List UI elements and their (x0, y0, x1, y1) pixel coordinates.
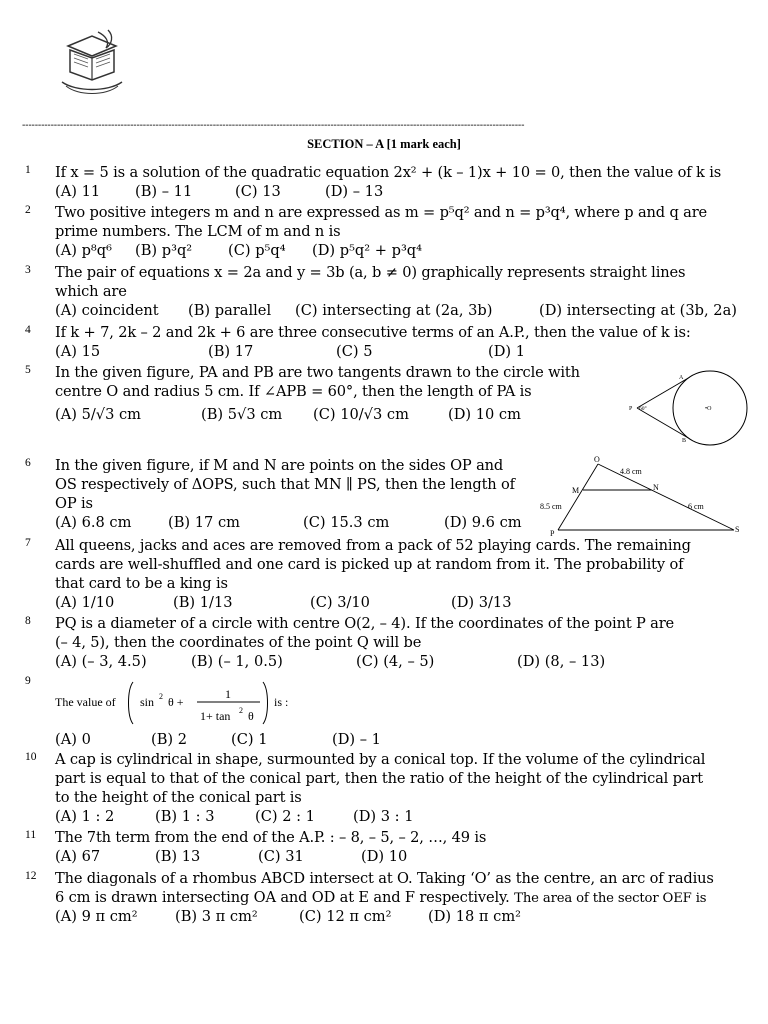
option-c: (C) 12 π cm² (299, 908, 392, 925)
question-text: A cap is cylindrical in shape, surmounted by a conical top. If the volume of the cylindrical (55, 751, 706, 768)
option-b: (B) 17 cm (168, 514, 240, 531)
option-c: (C) 2 : 1 (255, 808, 315, 825)
option-a: (A) coincident (55, 302, 159, 319)
option-a: (A) 11 (55, 183, 101, 200)
question-text: If k + 7, 2k – 2 and 2k + 6 are three consecutive terms of an A.P., then the value of k is: (55, 324, 691, 341)
question-number: 12 (25, 870, 37, 882)
option-d: (D) 10 cm (448, 406, 521, 423)
option-b: (B) 1 : 3 (155, 808, 215, 825)
trig-expression (55, 676, 300, 728)
option-a: (A) 1/10 (55, 594, 115, 611)
question-number: 7 (25, 537, 31, 549)
option-c: (C) 31 (258, 848, 304, 865)
question-text: In the given figure, PA and PB are two tangents drawn to the circle with (55, 364, 580, 381)
option-b: (B) 2 (151, 731, 188, 748)
question-number: 2 (25, 204, 31, 216)
option-d: (D) – 13 (325, 183, 384, 200)
question-text-line: 6 cm is drawn intersecting OA and OD at E and F respectively. (55, 889, 510, 906)
question-text: cards are well-shuffled and one card is picked up at random from it. The probability of (55, 556, 684, 573)
question-text: Two positive integers m and n are expressed as m = p⁵q² and n = p³q⁴, where p and q are (55, 204, 708, 221)
option-d: (D) 18 π cm² (428, 908, 522, 925)
option-a: (A) 9 π cm² (55, 908, 138, 925)
option-a: (A) 0 (55, 731, 91, 748)
option-d: (D) – 1 (332, 731, 381, 748)
question-text: part is equal to that of the conical part, then the ratio of the height of the cylindrical part (55, 770, 703, 787)
option-b: (B) 13 (155, 848, 201, 865)
question-text: The pair of equations x = 2a and y = 3b (a, b ≠ 0) graphically represents straight lines (55, 264, 686, 281)
option-b: (B) – 11 (135, 183, 193, 200)
option-d: (D) intersecting at (3b, 2a) (539, 302, 737, 319)
label-p: P (629, 406, 633, 412)
option-a: (A) 5/√3 cm (55, 406, 142, 423)
question-text (55, 888, 706, 909)
question-number: 10 (25, 751, 37, 763)
label-o: •O (705, 406, 712, 412)
option-c: (C) 3/10 (310, 594, 370, 611)
option-a: (A) 15 (55, 343, 101, 360)
question-number: 3 (25, 264, 31, 276)
label-o: O (594, 455, 600, 464)
school-crest-logo-icon (54, 26, 130, 100)
question-text: to the height of the conical part is (55, 789, 302, 806)
option-a: (A) 6.8 cm (55, 514, 132, 531)
option-d: (D) (8, – 13) (517, 653, 606, 670)
option-c: (C) (4, – 5) (356, 653, 435, 670)
question-number: 8 (25, 615, 31, 627)
expr-den-exp: 2 (239, 706, 243, 715)
expr-den-theta: θ (248, 709, 254, 723)
label-s: S (735, 525, 740, 534)
label-m: M (572, 486, 580, 495)
tangent-circle-figure (622, 366, 752, 448)
option-d: (D) p⁵q² + p³q⁴ (312, 242, 423, 259)
question-text: PQ is a diameter of a circle with centre O(2, – 4). If the coordinates of the point P are (55, 615, 675, 632)
label-p: P (550, 529, 555, 538)
option-d: (D) 10 (361, 848, 408, 865)
option-a: (A) (– 3, 4.5) (55, 653, 147, 670)
option-c: (C) 13 (235, 183, 281, 200)
expr-numerator: 1 (225, 687, 231, 701)
label-ns: 6 cm (688, 502, 704, 511)
option-c: (C) p⁵q⁴ (228, 242, 286, 259)
option-b: (B) (– 1, 0.5) (191, 653, 283, 670)
option-c: (C) 15.3 cm (303, 514, 390, 531)
option-c: (C) 1 (231, 731, 268, 748)
option-c: (C) intersecting at (2a, 3b) (295, 302, 493, 319)
expr-sin-exp: 2 (159, 692, 163, 701)
label-angle: 60° (639, 406, 647, 412)
label-b: B (682, 438, 687, 444)
expr-suffix: is : (274, 695, 289, 709)
option-b: (B) 17 (208, 343, 254, 360)
option-c: (C) 10/√3 cm (313, 406, 409, 423)
question-text: centre O and radius 5 cm. If ∠APB = 60°, then the length of PA is (55, 383, 532, 400)
question-text: In the given figure, if M and N are points on the sides OP and (55, 457, 504, 474)
option-b: (B) 3 π cm² (175, 908, 258, 925)
question-text: (– 4, 5), then the coordinates of the point Q will be (55, 634, 422, 651)
option-a: (A) p⁸q⁶ (55, 242, 112, 259)
option-d: (D) 1 (488, 343, 526, 360)
question-text: All queens, jacks and aces are removed from a pack of 52 playing cards. The remaining (55, 537, 691, 554)
question-number: 4 (25, 324, 31, 336)
option-c: (C) 5 (336, 343, 373, 360)
question-text: OS respectively of ΔOPS, such that MN ∥ PS, then the length of (55, 476, 515, 493)
separator-line: -------------------------------------------------------------------------------------------------------------------------------------------------------------- (22, 120, 525, 131)
option-b: (B) 5√3 cm (201, 406, 283, 423)
label-om: 4.8 cm (620, 467, 642, 476)
expr-prefix: The value of (55, 695, 116, 709)
question-number: 5 (25, 364, 31, 376)
label-mp: 8.5 cm (540, 502, 562, 511)
question-text: The diagonals of a rhombus ABCD intersect at O. Taking ‘O’ as the centre, an arc of radius (55, 870, 714, 887)
question-text: OP is (55, 495, 93, 512)
question-number: 9 (25, 675, 31, 687)
question-text: prime numbers. The LCM of m and n is (55, 223, 341, 240)
option-d: (D) 3 : 1 (353, 808, 414, 825)
section-title: SECTION – A [1 mark each] (307, 137, 461, 151)
option-b: (B) p³q² (135, 242, 193, 259)
label-a: A (679, 375, 684, 381)
question-text: If x = 5 is a solution of the quadratic equation 2x² + (k – 1)x + 10 = 0, then the value of k is (55, 164, 722, 181)
expr-theta-plus: θ + (168, 695, 184, 709)
option-a: (A) 1 : 2 (55, 808, 115, 825)
question-text: which are (55, 283, 127, 300)
option-d: (D) 3/13 (451, 594, 512, 611)
question-text: The 7th term from the end of the A.P. : – 8, – 5, – 2, …, 49 is (55, 829, 487, 846)
label-n: N (653, 483, 659, 492)
question-number: 1 (25, 164, 31, 176)
question-text-tail: The area of the sector OEF is (514, 891, 707, 906)
triangle-figure (538, 452, 744, 538)
question-number: 6 (25, 457, 31, 469)
option-b: (B) 1/13 (173, 594, 233, 611)
option-a: (A) 67 (55, 848, 101, 865)
question-text: that card to be a king is (55, 575, 228, 592)
option-d: (D) 9.6 cm (444, 514, 522, 531)
question-number: 11 (25, 829, 37, 841)
option-b: (B) parallel (188, 302, 272, 319)
expr-denominator: 1+ tan (200, 709, 231, 723)
expr-sin: sin (140, 695, 155, 709)
